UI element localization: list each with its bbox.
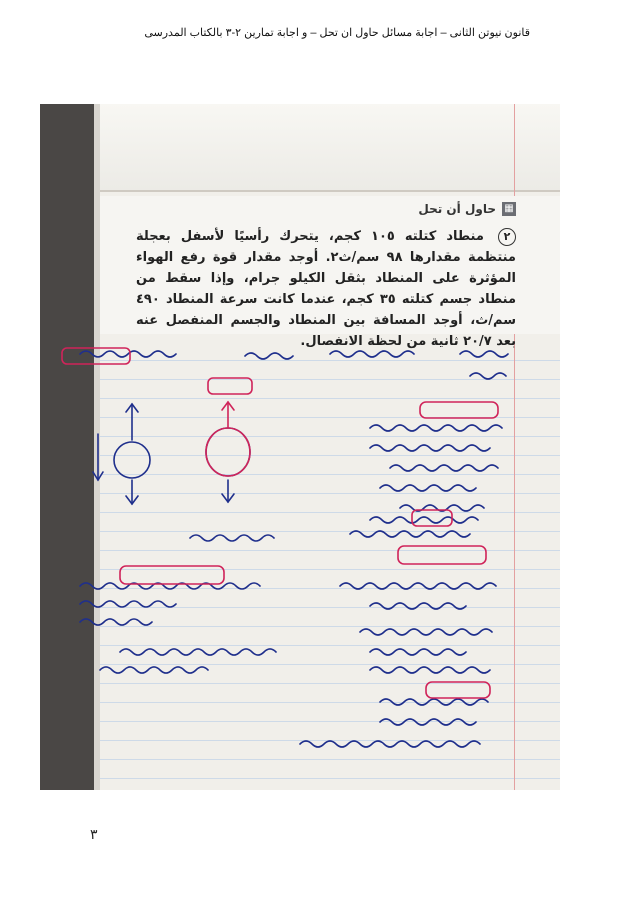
scanned-notebook-photo (40, 104, 560, 790)
section-title: حاول أن تحل (418, 202, 496, 216)
calc-line-12 (370, 667, 490, 673)
calc-line-13 (380, 699, 488, 705)
calc-line-4 (380, 485, 476, 491)
scribble-given-2 (330, 351, 414, 357)
scribble-given-1 (460, 351, 508, 357)
boxed-eq-2 (398, 546, 486, 564)
handwritten-solution (40, 104, 560, 790)
calc-line-10 (360, 629, 492, 635)
calc-line-3 (390, 465, 498, 471)
calc-line-2 (370, 445, 490, 451)
calc-line-8 (340, 583, 496, 589)
calc-line-1 (370, 425, 502, 431)
scribble-given-3 (245, 353, 293, 359)
fbd1-body (114, 442, 150, 478)
calc-line-6 (370, 517, 478, 523)
calc-line-11 (370, 649, 466, 655)
page-header: قانون نيوتن الثانى – اجابة مسائل حاول ان تحل – و اجابة تمارين ٢-٣ بالكتاب المدرسى (144, 27, 530, 39)
section-badge-icon: ▦ (502, 202, 516, 216)
calc-line-14 (380, 719, 476, 725)
scribble-given-5 (470, 373, 506, 379)
problem-text: منطاد كتلته ١٠٥ كجم، يتحرك رأسيًا لأسفل بعجلة منتظمة مقدارها ٩٨ سم/ث٢. أوجد مقدار قوة رفع الهواء المؤثرة على المنطاد بثقل الكيلو جرام، وإذا سقط من منطاد جسم كتلته ٣٥ كجم، عندما كانت سرعة المنطاد ٤٩٠ سم/ث، أوجد المسافة بين المنطاد والجسم المنفصل عنه بعد ٢٠/٧ ثانية من لحظة الانفصال. (136, 229, 516, 349)
fbd2-red-circle (206, 428, 250, 476)
boxed-eq-3 (120, 566, 224, 584)
calc-left-4 (80, 619, 152, 625)
problem-number: ٢ (498, 228, 516, 246)
calc-left-1 (190, 535, 274, 541)
calc-line-9 (370, 603, 466, 609)
page-number: ٣ (90, 826, 98, 842)
scribble-given-4 (80, 351, 176, 357)
calc-line-15 (300, 741, 480, 747)
boxed-eq-4 (426, 682, 490, 698)
calc-line-7 (350, 531, 470, 537)
boxed-answer-3 (208, 378, 252, 394)
boxed-eq-1 (420, 402, 498, 418)
calc-left-5 (120, 649, 276, 655)
calc-left-6 (100, 667, 208, 673)
calc-left-3 (80, 601, 176, 607)
